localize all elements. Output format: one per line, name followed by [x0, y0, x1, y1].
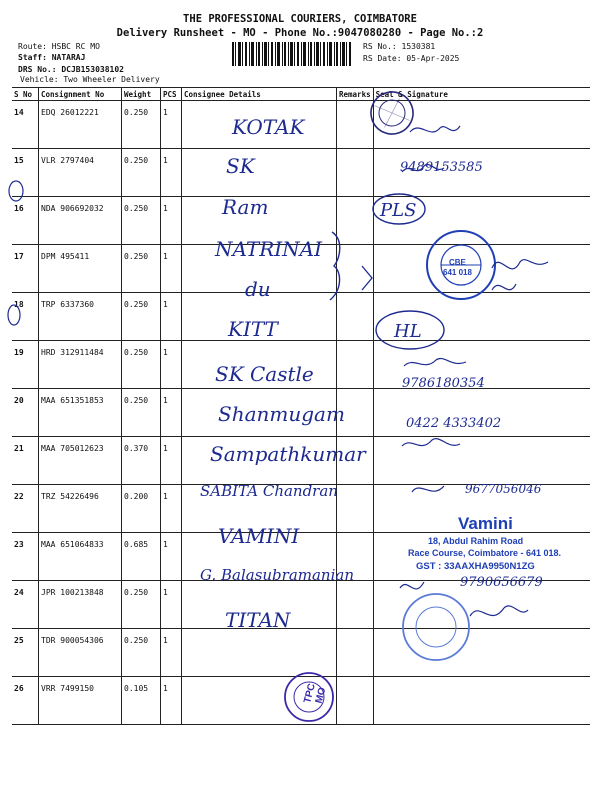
- cell-weight: 0.250: [122, 629, 161, 677]
- cell-weight: 0.250: [122, 341, 161, 389]
- col-seal: Seal & Signature: [373, 88, 590, 101]
- drs-number: DRS No.: DCJB153038102: [18, 65, 124, 74]
- cell-weight: 0.250: [122, 101, 161, 149]
- signature-scribble-18: [492, 284, 516, 290]
- consignee-handwritten-name: Ram: [222, 195, 269, 219]
- cell-sno: 15: [12, 149, 39, 197]
- runsheet-subtitle: Delivery Runsheet - MO - Phone No.:9047080280 - Page No.:2: [116, 27, 484, 39]
- tpc-mo-seal-icon: [285, 673, 333, 721]
- signature-scribble-22: [402, 439, 460, 446]
- company-title: THE PROFESSIONAL COURIERS, COIMBATORE: [183, 13, 417, 25]
- cell-consignment: EDQ 26012221: [39, 101, 122, 149]
- vamini-stamp-name: Vamini: [458, 514, 513, 533]
- consignee-handwritten-name: NATRINAI: [215, 237, 322, 261]
- cell-consignment: HRD 312911484: [39, 341, 122, 389]
- cell-pcs: 1: [161, 485, 182, 533]
- cell-sno: 23: [12, 533, 39, 581]
- consignee-handwritten-name: KITT: [228, 317, 278, 341]
- consignee-handwritten-name: Shanmugam: [218, 402, 345, 426]
- signature-scribble-15: [402, 164, 444, 172]
- brace-mark: [330, 232, 340, 300]
- cell-sno: 21: [12, 437, 39, 485]
- vamini-stamp-address-2: Race Course, Coimbatore - 641 018.: [408, 548, 562, 558]
- cell-weight: 0.200: [122, 485, 161, 533]
- tpc-seal-line2: MO: [313, 686, 329, 705]
- consignee-handwritten-name: G. Balasubramanian: [200, 566, 354, 584]
- cell-pcs: 1: [161, 629, 182, 677]
- consignee-handwritten-name: SK Castle: [215, 362, 314, 386]
- consignee-handwritten-name: TITAN: [225, 608, 291, 632]
- cell-sno: 25: [12, 629, 39, 677]
- signature-scribble-25: [400, 582, 424, 589]
- pls-mark: PLS: [380, 200, 417, 221]
- vamini-stamp-address-1: 18, Abdul Rahim Road: [428, 536, 524, 546]
- signature-scribble-20: [404, 358, 466, 366]
- col-pcs: PCS: [161, 88, 182, 101]
- cell-consignment: NDA 906692032: [39, 197, 122, 245]
- consignee-handwritten-name: du: [245, 277, 271, 301]
- cell-pcs: 1: [161, 293, 182, 341]
- cell-pcs: 1: [161, 245, 182, 293]
- rs-date: RS Date: 05-Apr-2025: [363, 54, 460, 63]
- cell-pcs: 1: [161, 389, 182, 437]
- col-weight: Weight: [122, 88, 161, 101]
- rs-number: RS No.: 1530381: [363, 42, 436, 51]
- cell-pcs: 1: [161, 581, 182, 629]
- consignee-handwritten-name: Sampathkumar: [210, 442, 366, 466]
- circle-mark-19: [8, 305, 20, 325]
- natrinai-seal-icon: [427, 231, 495, 299]
- signature-scribble-14: [410, 126, 460, 132]
- cell-weight: 0.250: [122, 197, 161, 245]
- cell-weight: 0.250: [122, 149, 161, 197]
- cell-pcs: 1: [161, 533, 182, 581]
- signature-phone-20: 9786180354: [402, 376, 485, 391]
- cell-consignment: MAA 651064833: [39, 533, 122, 581]
- signature-phone-15: 9489153585: [400, 160, 483, 175]
- signature-phone-21: 0422 4333402: [406, 416, 502, 431]
- cell-sno: 26: [12, 677, 39, 725]
- cell-weight: 0.370: [122, 437, 161, 485]
- consignee-handwritten-name: SK: [226, 154, 255, 178]
- cell-weight: 0.685: [122, 533, 161, 581]
- titan-seal-icon: [403, 594, 469, 660]
- natrinai-stamp-pin: 641 018: [443, 268, 472, 277]
- hl-mark: HL: [394, 321, 422, 342]
- cell-weight: 0.250: [122, 581, 161, 629]
- cell-consignment: TRZ 54226496: [39, 485, 122, 533]
- cell-sno: 18: [12, 293, 39, 341]
- cell-weight: 0.250: [122, 245, 161, 293]
- cell-sno: 20: [12, 389, 39, 437]
- cell-pcs: 1: [161, 437, 182, 485]
- cell-sno: 17: [12, 245, 39, 293]
- cell-sno: 16: [12, 197, 39, 245]
- cell-consignment: TDR 900054306: [39, 629, 122, 677]
- cell-pcs: 1: [161, 149, 182, 197]
- tpc-seal-line1: TPC: [302, 682, 318, 705]
- signature-scribble-23: [412, 486, 444, 492]
- signature-phone-25: 9790656679: [460, 575, 543, 590]
- cell-consignment: DPM 495411: [39, 245, 122, 293]
- cell-pcs: 1: [161, 101, 182, 149]
- cell-weight: 0.250: [122, 389, 161, 437]
- cell-consignment: MAA 651351853: [39, 389, 122, 437]
- signature-phone-23: 9677056046: [465, 482, 542, 496]
- signature-scribble-17: [492, 260, 548, 269]
- cell-consignment: VLR 2797404: [39, 149, 122, 197]
- circle-mark-16: [9, 181, 23, 201]
- cell-consignment: MAA 705012623: [39, 437, 122, 485]
- cell-pcs: 1: [161, 341, 182, 389]
- cell-pcs: 1: [161, 677, 182, 725]
- cell-sno: 24: [12, 581, 39, 629]
- cell-weight: 0.250: [122, 293, 161, 341]
- cell-consignment: VRR 7499150: [39, 677, 122, 725]
- arrow-mark: [362, 266, 372, 290]
- cell-consignment: TRP 6337360: [39, 293, 122, 341]
- cell-sno: 22: [12, 485, 39, 533]
- consignee-handwritten-name: SABITA Chandran: [200, 482, 338, 500]
- cell-weight: 0.105: [122, 677, 161, 725]
- col-consignment: Consignment No: [39, 88, 122, 101]
- col-remarks: Remarks: [337, 88, 374, 101]
- consignee-handwritten-name: KOTAK: [232, 115, 305, 139]
- consignee-handwritten-name: VAMINI: [218, 524, 300, 548]
- route-label: Route: HSBC RC MO: [18, 42, 100, 51]
- vehicle-label: Vehicle: Two Wheeler Delivery: [20, 75, 160, 84]
- signature-scribble-26: [470, 606, 528, 616]
- cell-sno: 14: [12, 101, 39, 149]
- cell-pcs: 1: [161, 197, 182, 245]
- cell-consignment: JPR 100213848: [39, 581, 122, 629]
- staff-label: Staff: NATARAJ: [18, 53, 86, 62]
- cell-sno: 19: [12, 341, 39, 389]
- natrinai-stamp-center: CBE: [449, 258, 466, 267]
- col-sno: S No: [12, 88, 39, 101]
- vamini-stamp-gst: GST : 33AAXHA9950N1ZG: [416, 561, 535, 572]
- col-consignee: Consignee Details: [182, 88, 337, 101]
